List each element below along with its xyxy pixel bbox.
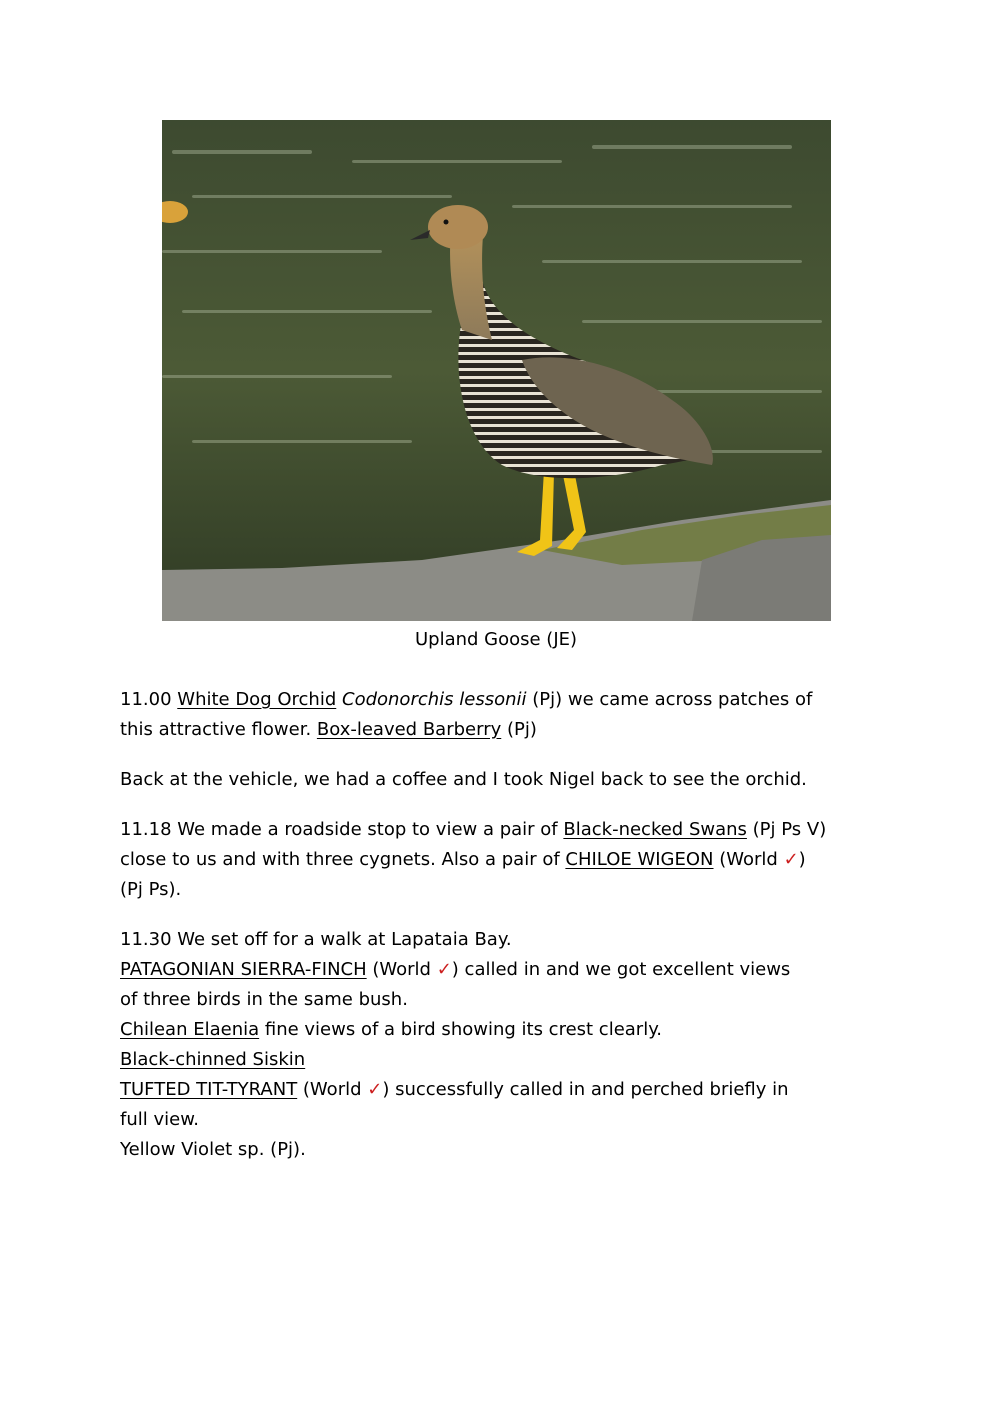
entry-vehicle [120,765,890,795]
entry-text: Yellow Violet sp. (Pj). [120,1139,306,1160]
entry-line [120,715,890,745]
check-icon: ✓ [436,959,452,980]
entry-time: 11.18 [120,819,172,840]
entry-text: full view. [120,1109,199,1130]
entry-text: ) [798,849,806,870]
entry-text: (World [366,959,437,980]
entry-line [120,815,890,845]
species-name: White Dog Orchid [177,689,337,710]
upland-goose-photo [162,120,831,621]
entry-text: We made a roadside stop to view a pair of [171,819,564,840]
entry-text: (World [297,1079,368,1100]
entry-text: (Pj) we came across patches of [526,689,813,710]
entry-1130 [120,925,890,1165]
entry-text: this attractive flower. [120,719,317,740]
entry-text: of three birds in the same bush. [120,989,408,1010]
photo-caption: Upland Goose (JE) [414,629,578,650]
species-name: Chilean Elaenia [120,1019,260,1040]
entry-line [120,925,890,955]
entry-text: We set off for a walk at Lapataia Bay. [171,929,512,950]
entry-1118 [120,815,890,905]
latin-name: Codonorchis lessonii [342,689,527,710]
entry-text: (Pj Ps V) [746,819,827,840]
entry-line [120,685,890,715]
entry-text: close to us and with three cygnets. Also a pair of [120,849,566,870]
species-name: TUFTED TIT-TYRANT [120,1079,298,1100]
entry-text: (Pj Ps). [120,879,182,900]
entry-line [120,1135,890,1165]
entry-text: ) successfully called in and perched briefly in [382,1079,789,1100]
entry-text: (World [713,849,784,870]
entry-line [120,1045,890,1075]
entry-text: fine views of a bird showing its crest clearly. [259,1019,663,1040]
species-name: Black-chinned Siskin [120,1049,306,1070]
entry-line [120,1075,890,1105]
entry-line [120,875,890,905]
entry-text: Back at the vehicle, we had a coffee and I took Nigel back to see the orchid. [120,769,807,790]
check-icon: ✓ [367,1079,383,1100]
entry-1100 [120,685,890,745]
check-icon: ✓ [783,849,799,870]
species-name: Black-necked Swans [563,819,747,840]
entry-line [120,1015,890,1045]
species-name: Box-leaved Barberry [316,719,502,740]
entry-line [120,1105,890,1135]
entry-time: 11.30 [120,929,172,950]
entry-text: ) called in and we got excellent views [451,959,791,980]
entry-text: (Pj) [501,719,537,740]
entry-line [120,955,890,985]
entry-line [120,985,890,1015]
species-name: CHILOE WIGEON [565,849,714,870]
entry-line [120,845,890,875]
species-name: PATAGONIAN SIERRA-FINCH [120,959,367,980]
entry-time: 11.00 [120,689,172,710]
